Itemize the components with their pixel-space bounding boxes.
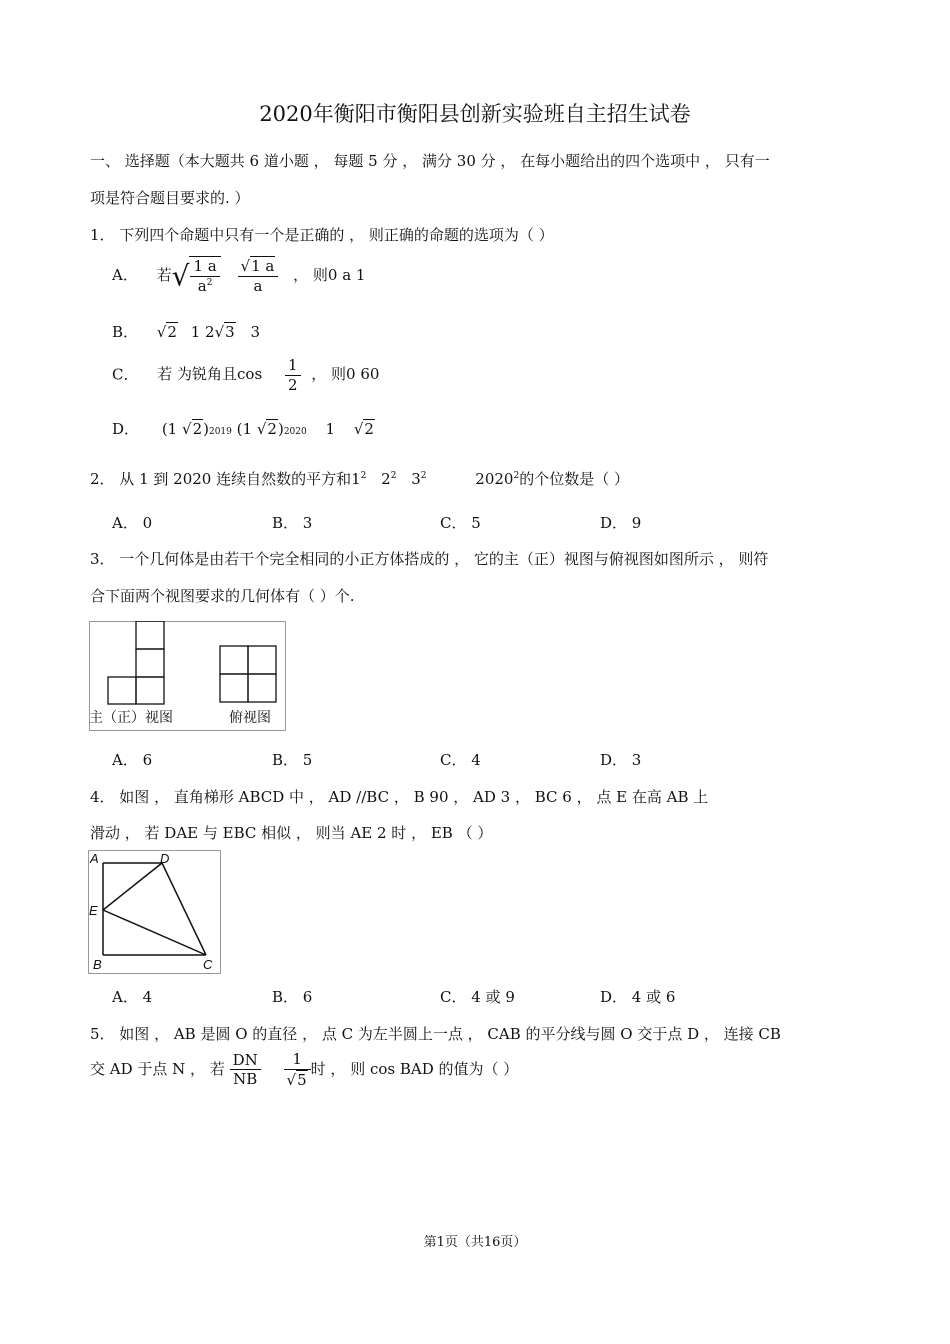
q2-exp2: 2 xyxy=(390,471,397,481)
q1-a-ruo: 若 xyxy=(156,265,172,284)
q1-d-exp2: 2020 xyxy=(283,427,307,437)
section1-line1: 一、 选择题（本大题共 6 道小题 ， 每题 5 分 ， 满分 30 分 ， 在每小题给出的四个选项中 ， 只有一 xyxy=(90,152,770,170)
q3-option-b: B． 5 xyxy=(272,751,313,769)
q1-a-sqrt-sign: √ xyxy=(171,259,190,293)
q1-b-tail: 3 xyxy=(250,323,260,341)
q4-label-b: B xyxy=(93,957,102,972)
q1-c-frac: $\frac{1}{2}$ xyxy=(285,356,301,395)
q2-term2: 2 xyxy=(381,470,391,488)
q3-option-c: C． 4 xyxy=(440,751,481,769)
q2-part1: 2． 从 1 到 2020 连续自然数的平方和1 xyxy=(90,470,361,488)
q2-option-c: C． 5 xyxy=(440,514,481,532)
q4-option-a: A． 4 xyxy=(112,988,153,1006)
q1-d-p3: (1 xyxy=(236,420,253,438)
q2-stem xyxy=(90,468,629,489)
q5-sqrt-sign: √ xyxy=(286,1070,297,1089)
q1-d-p1: (1 xyxy=(161,420,178,438)
q4-option-b: B． 6 xyxy=(272,988,313,1006)
q1-a-tail: ， 则0 a 1 xyxy=(293,265,366,284)
q4-label-a: A xyxy=(90,851,99,866)
q1-c-text: 若 为锐角且cos xyxy=(157,365,263,384)
q4-figure xyxy=(88,850,221,974)
q1-option-a xyxy=(112,256,365,296)
q1-b-mid: 1 2 xyxy=(190,323,215,341)
q1-b-sqrt1: √2 xyxy=(156,323,177,341)
q3-figure xyxy=(89,621,286,731)
q2-part5: 的个位数是（ ） xyxy=(519,470,629,488)
q1-option-c xyxy=(112,356,379,395)
q4-line1: 4． 如图 ， 直角梯形 ABCD 中 ， AD //BC ， B 90 ， AD 3 ， BC 6 ， 点 E 在高 AB 上 xyxy=(90,788,709,806)
q1-option-d xyxy=(112,418,375,439)
q3-option-a: A． 6 xyxy=(112,751,153,769)
q1-d-sqrt3: √2 xyxy=(353,420,374,438)
q4-label-d: D xyxy=(160,851,170,866)
q1-b-label: B． xyxy=(112,323,139,341)
q5-line2-b: 时 ， 则 cos BAD 的值为（ ） xyxy=(310,1059,519,1078)
section1-line2: 项是符合题目要求的. ） xyxy=(90,189,250,207)
q1-d-label: D． xyxy=(112,420,140,438)
q5-line1: 5． 如图 ， AB 是圆 O 的直径 ， 点 C 为左半圆上一点 ， CAB 的平分线与圆 O 交于点 D ， 连接 CB xyxy=(90,1025,781,1043)
q2-exp4: 2 xyxy=(513,471,520,481)
q1-d-p4: ) xyxy=(277,420,284,438)
q3-line1: 3． 一个几何体是由若干个完全相同的小正方体搭成的 ， 它的主（正）视图与俯视图如图所示 ， 则符 xyxy=(90,550,769,568)
q1-option-b xyxy=(112,321,260,342)
q4-option-c: C． 4 或 9 xyxy=(440,988,515,1006)
q4-line2: 滑动 ， 若 DAE 与 EBC 相似 ， 则当 AE 2 时 ， EB （ ） xyxy=(90,824,493,842)
q3-front-label: 主（正）视图 xyxy=(89,709,173,725)
q1-b-sqrt2: √3 xyxy=(214,323,235,341)
q1-a-frac1: $\frac{1 a}{a^2}$ xyxy=(189,256,220,296)
q1-d-mid: 1 xyxy=(325,420,336,438)
q5-line2-a: 交 AD 于点 N ， 若 xyxy=(90,1059,225,1078)
q1-a-sqrt-sign2: √ xyxy=(240,257,251,275)
q1-c-label: C． xyxy=(112,365,139,384)
page-footer: 第1页（共16页） xyxy=(423,1235,527,1250)
q2-exp1: 2 xyxy=(360,471,367,481)
q4-label-c: C xyxy=(203,957,213,972)
q2-option-a: A． 0 xyxy=(112,514,153,532)
q1-a-label: A． xyxy=(112,265,138,284)
q5-line2 xyxy=(90,1050,518,1090)
q3-line2: 合下面两个视图要求的几何体有（ ）个. xyxy=(90,587,355,605)
q1-d-p2: ) xyxy=(203,420,209,438)
q1-d-sqrt1: √2 xyxy=(182,420,203,438)
q2-option-d: D． 9 xyxy=(600,514,642,532)
q4-option-d: D． 4 或 6 xyxy=(600,988,676,1006)
q5-frac-dn-nb: $\frac{DN}{NB}$ xyxy=(230,1051,261,1090)
q1-c-tail: ， 则0 60 xyxy=(311,365,380,384)
q2-option-b: B． 3 xyxy=(272,514,313,532)
q1-a-frac2: $\frac{√1 a}{a}$ xyxy=(238,256,279,296)
q1-stem: 1． 下列四个命题中只有一个是正确的 ， 则正确的命题的选项为（ ） xyxy=(90,226,554,244)
q5-frac-1-sqrt5: $\frac{1}{√5}$ xyxy=(284,1050,311,1090)
q1-d-sqrt2: √2 xyxy=(256,420,277,438)
q3-top-label: 俯视图 xyxy=(229,709,271,725)
q2-term4: 2020 xyxy=(475,470,514,488)
q3-option-d: D． 3 xyxy=(600,751,642,769)
q2-exp3: 2 xyxy=(420,471,427,481)
page-title: 2020年衡阳市衡阳县创新实验班自主招生试卷 xyxy=(259,102,691,126)
q4-label-e: E xyxy=(89,903,98,918)
q2-term3: 3 xyxy=(411,470,421,488)
q1-d-exp1: 2019 xyxy=(208,427,232,437)
